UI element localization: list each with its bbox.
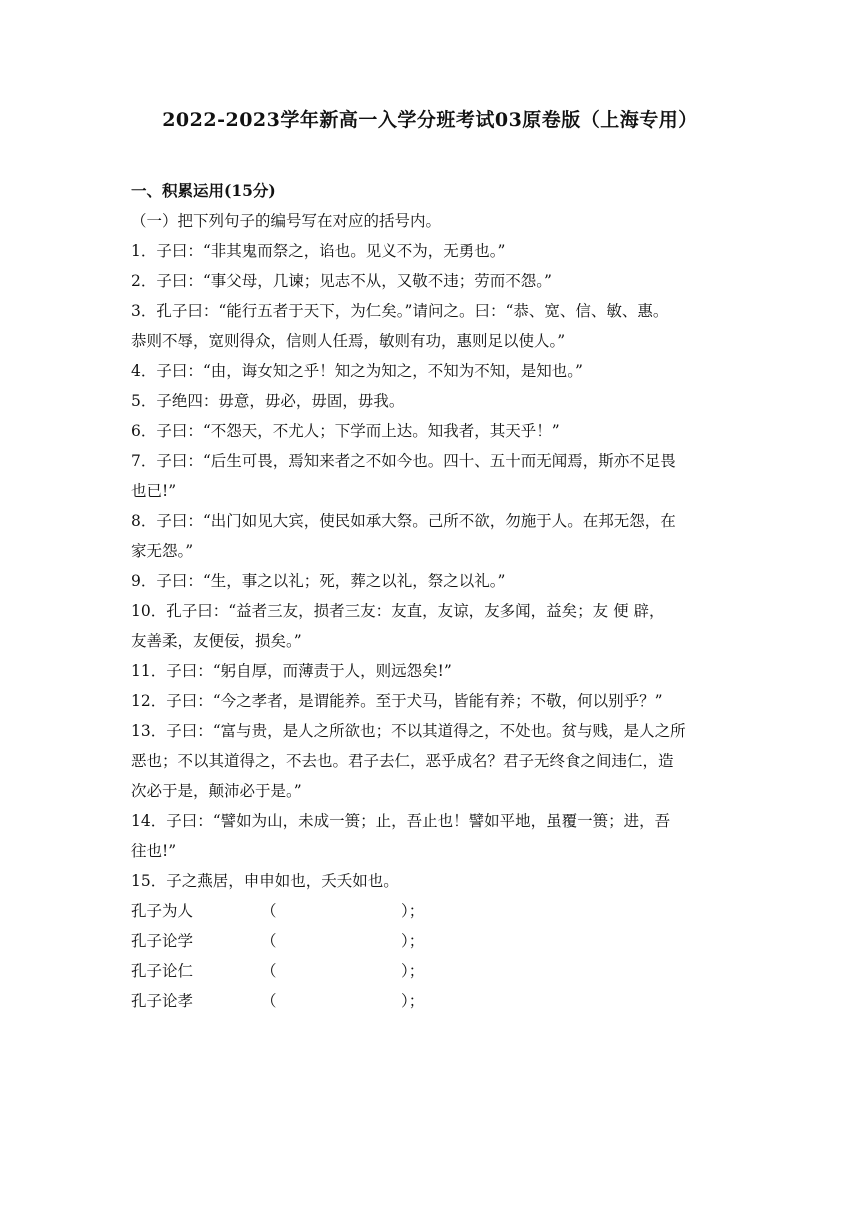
text-line: 次必于是，颠沛必于是。” xyxy=(131,782,302,800)
document-body xyxy=(131,176,731,1016)
text-line: 9．子曰：“生，事之以礼；死，葬之以礼，祭之以礼。” xyxy=(131,572,506,590)
fill-item-person xyxy=(131,896,731,926)
answer-bracket-close: ）； xyxy=(401,992,425,1010)
text-line: 家无怨。” xyxy=(131,542,194,560)
text-line: 8．子曰：“出门如见大宾，使民如承大祭。己所不欲，勿施于人。在邦无怨，在 xyxy=(131,512,676,530)
fill-item-benevolence xyxy=(131,956,731,986)
text-line: 3．孔子曰：“能行五者于天下，为仁矣。”请问之。曰：“恭、宽、信、敏、惠。 xyxy=(131,302,669,320)
text-line: 恭则不辱，宽则得众，信则人任焉，敏则有功，惠则足以使人。” xyxy=(131,332,566,350)
text-line: 10．孔子曰：“益者三友，损者三友：友直，友谅，友多闻，益矣；友 便 辟， xyxy=(131,602,665,620)
text-line: 往也!” xyxy=(131,842,177,860)
answer-bracket-open: （ xyxy=(261,962,277,980)
answer-bracket-close: ）； xyxy=(401,962,425,980)
text-line: 11．子曰：“躬自厚，而薄责于人，则远怨矣!” xyxy=(131,662,452,680)
fill-label: 孔子论仁 xyxy=(131,962,194,980)
fill-label: 孔子论学 xyxy=(131,932,194,950)
answer-bracket-close: ）； xyxy=(401,902,425,920)
fill-item-filial-piety xyxy=(131,986,731,1016)
answer-bracket-open: （ xyxy=(261,932,277,950)
text-line: 也已!” xyxy=(131,482,177,500)
text-line: 6．子曰：“不怨天，不尤人；下学而上达。知我者，其天乎！” xyxy=(131,422,560,440)
answer-bracket-close: ）； xyxy=(401,932,425,950)
text-line: 4．子曰：“由，诲女知之乎！知之为知之，不知为不知，是知也。” xyxy=(131,362,583,380)
text-line: 7．子曰：“后生可畏，焉知来者之不如今也。四十、五十而无闻焉，斯亦不足畏 xyxy=(131,452,676,470)
text-line: 2．子曰：“事父母，几谏；见志不从，又敬不违；劳而不怨。” xyxy=(131,272,552,290)
subsection-heading: （一）把下列句子的编号写在对应的括号内。 xyxy=(131,212,442,230)
text-line: 12．子曰：“今之孝者，是谓能养。至于犬马，皆能有养；不敬，何以别乎？” xyxy=(131,692,663,710)
answer-bracket-open: （ xyxy=(261,902,277,920)
page-title: 2022-2023学年新高一入学分班考试03原卷版（上海专用） xyxy=(162,109,698,131)
fill-label: 孔子为人 xyxy=(131,902,194,920)
fill-label: 孔子论孝 xyxy=(131,992,194,1010)
text-line: 友善柔，友便佞，损矣。” xyxy=(131,632,302,650)
text-line: 13．子曰：“富与贵，是人之所欲也；不以其道得之，不处也。贫与贱，是人之所 xyxy=(131,722,686,740)
text-line: 15．子之燕居，申申如也，夭夭如也。 xyxy=(131,872,399,890)
text-line: 5．子绝四：毋意，毋必，毋固，毋我。 xyxy=(131,392,405,410)
text-line: 14．子曰：“譬如为山，未成一篑；止，吾止也！譬如平地，虽覆一篑；进，吾 xyxy=(131,812,671,830)
text-line: 1．子曰：“非其鬼而祭之，谄也。见义不为，无勇也。” xyxy=(131,242,506,260)
fill-item-learning xyxy=(131,926,731,956)
answer-bracket-open: （ xyxy=(261,992,277,1010)
text-line: 恶也；不以其道得之，不去也。君子去仁，恶乎成名？君子无终食之间违仁，造 xyxy=(131,752,674,770)
section-heading: 一、积累运用(15分) xyxy=(131,181,276,200)
